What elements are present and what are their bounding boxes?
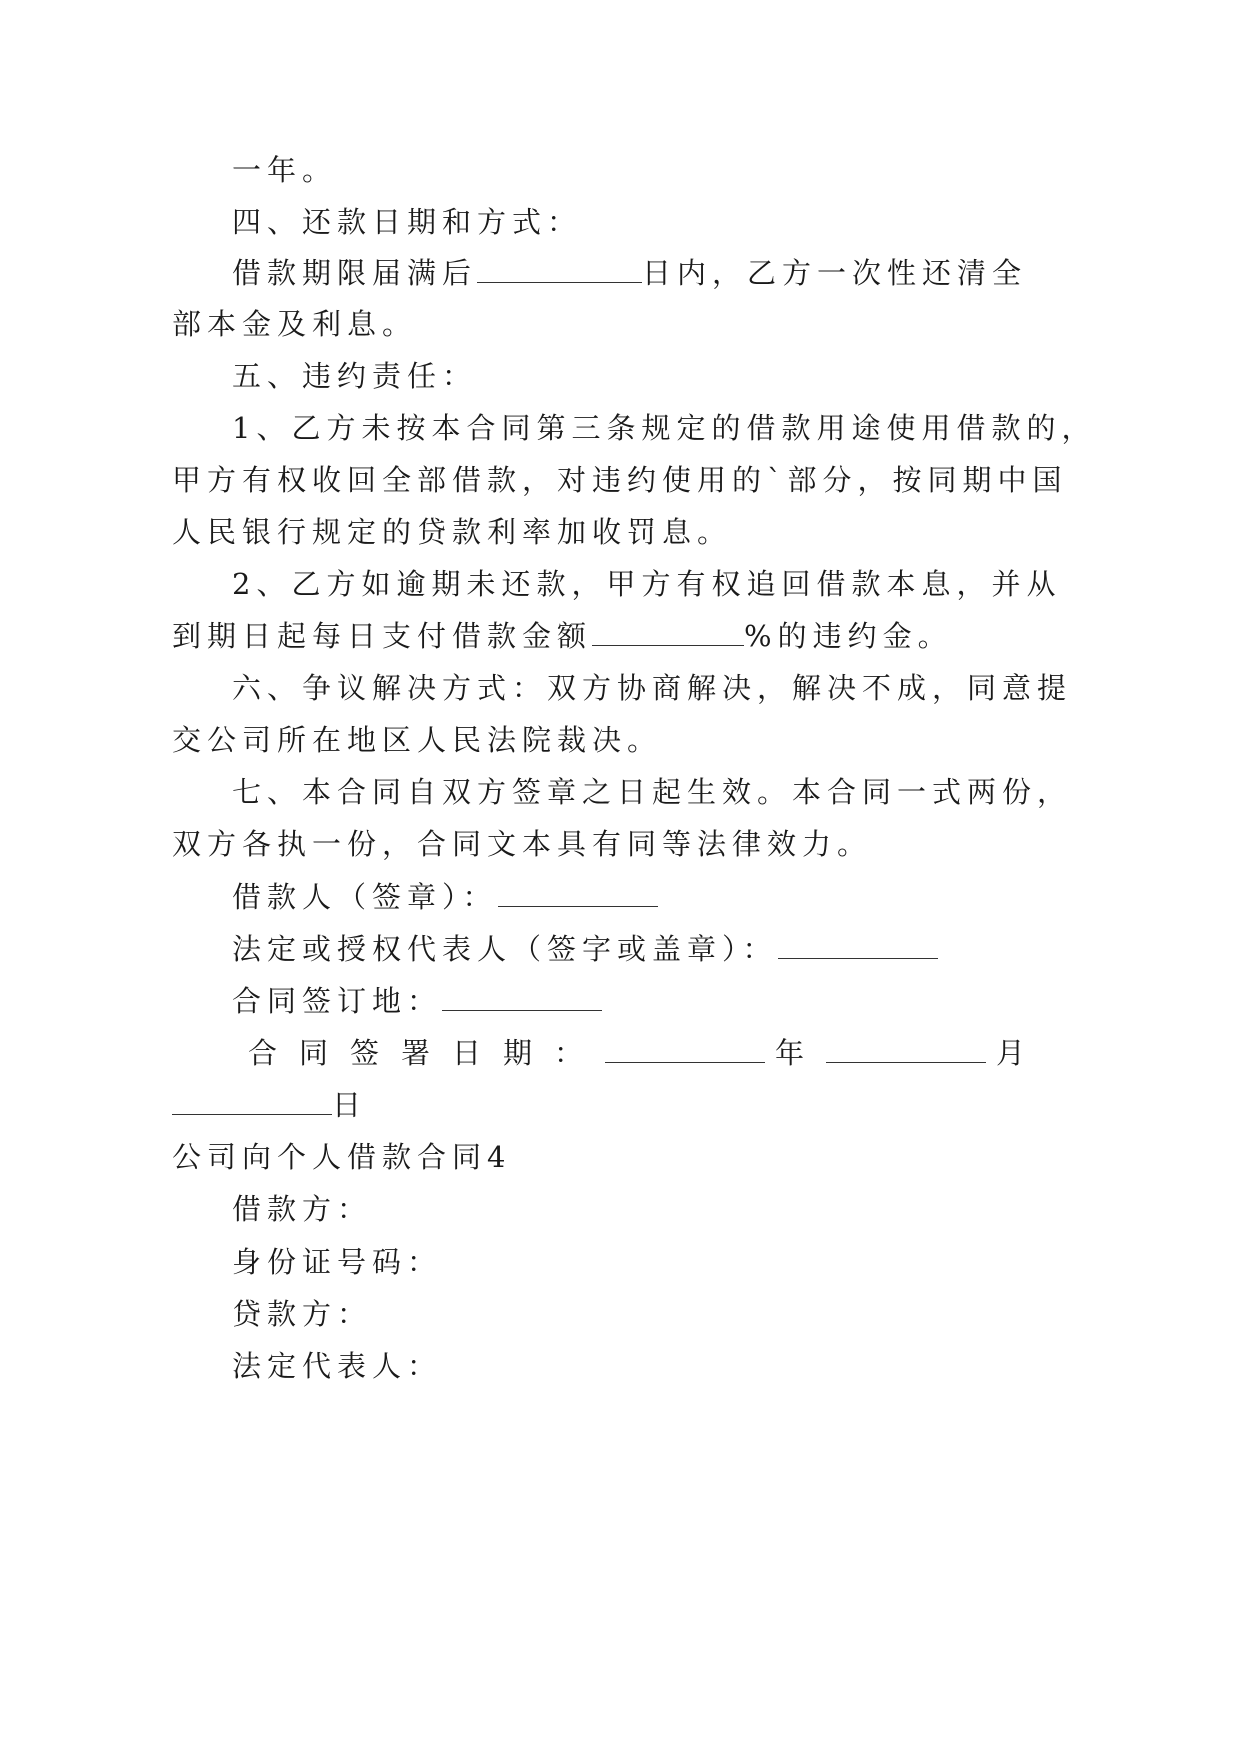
borrower-label: 借款方： <box>232 1192 373 1226</box>
lender-label: 贷款方： <box>232 1297 373 1331</box>
text-line: 双方各执一份，合同文本具有同等法律效力。 <box>172 827 873 861</box>
representative-signature-line: 法定或授权代表人（签字或盖章）： <box>0 929 1241 969</box>
text-line: 人民银行规定的贷款利率加收罚息。 <box>172 515 733 549</box>
text-line: 1、乙方未按本合同第三条规定的借款用途使用借款的， <box>232 411 1097 445</box>
fill-in-blank <box>172 1088 332 1115</box>
text-line: 六、争议解决方式：双方协商解决，解决不成，同意提 <box>232 671 1073 705</box>
contract-title: 公司向个人借款合同4 <box>172 1140 512 1174</box>
section-heading-repayment: 四、还款日期和方式： <box>232 205 583 239</box>
fill-in-blank <box>605 1036 765 1063</box>
fill-in-blank <box>826 1036 986 1063</box>
fill-in-blank <box>477 256 642 283</box>
fill-in-blank <box>592 619 744 646</box>
text-line: 借款期限届满后 日内，乙方一次性还清全 <box>232 256 1028 290</box>
id-number-label: 身份证号码： <box>232 1245 443 1279</box>
section-heading-liability: 五、违约责任： <box>232 359 478 393</box>
fill-in-blank <box>498 880 658 907</box>
text-line: 部本金及利息。 <box>172 307 418 341</box>
fill-in-blank <box>778 932 938 959</box>
borrower-signature-line: 借款人（签章）： <box>0 877 1241 917</box>
text-line: 到期日起每日支付借款金额 %的违约金。 <box>172 619 953 653</box>
signing-place-line: 合同签订地： <box>0 981 1241 1021</box>
text-line: 甲方有权收回全部借款，对违约使用的`部分，按同期中国 <box>172 463 1068 497</box>
text-line: 一年。 <box>232 153 338 187</box>
signing-date-line: 合同签署日期： 年 月 <box>248 1036 1048 1070</box>
signing-date-line-continued: 日 <box>0 1085 1241 1125</box>
text-line: 七、本合同自双方签章之日起生效。本合同一式两份， <box>232 775 1073 809</box>
text-line: 2、乙方如逾期未还款，甲方有权追回借款本息，并从 <box>232 567 1062 601</box>
legal-representative-label: 法定代表人： <box>232 1349 443 1383</box>
fill-in-blank <box>442 984 602 1011</box>
text-line: 交公司所在地区人民法院裁决。 <box>172 723 663 757</box>
